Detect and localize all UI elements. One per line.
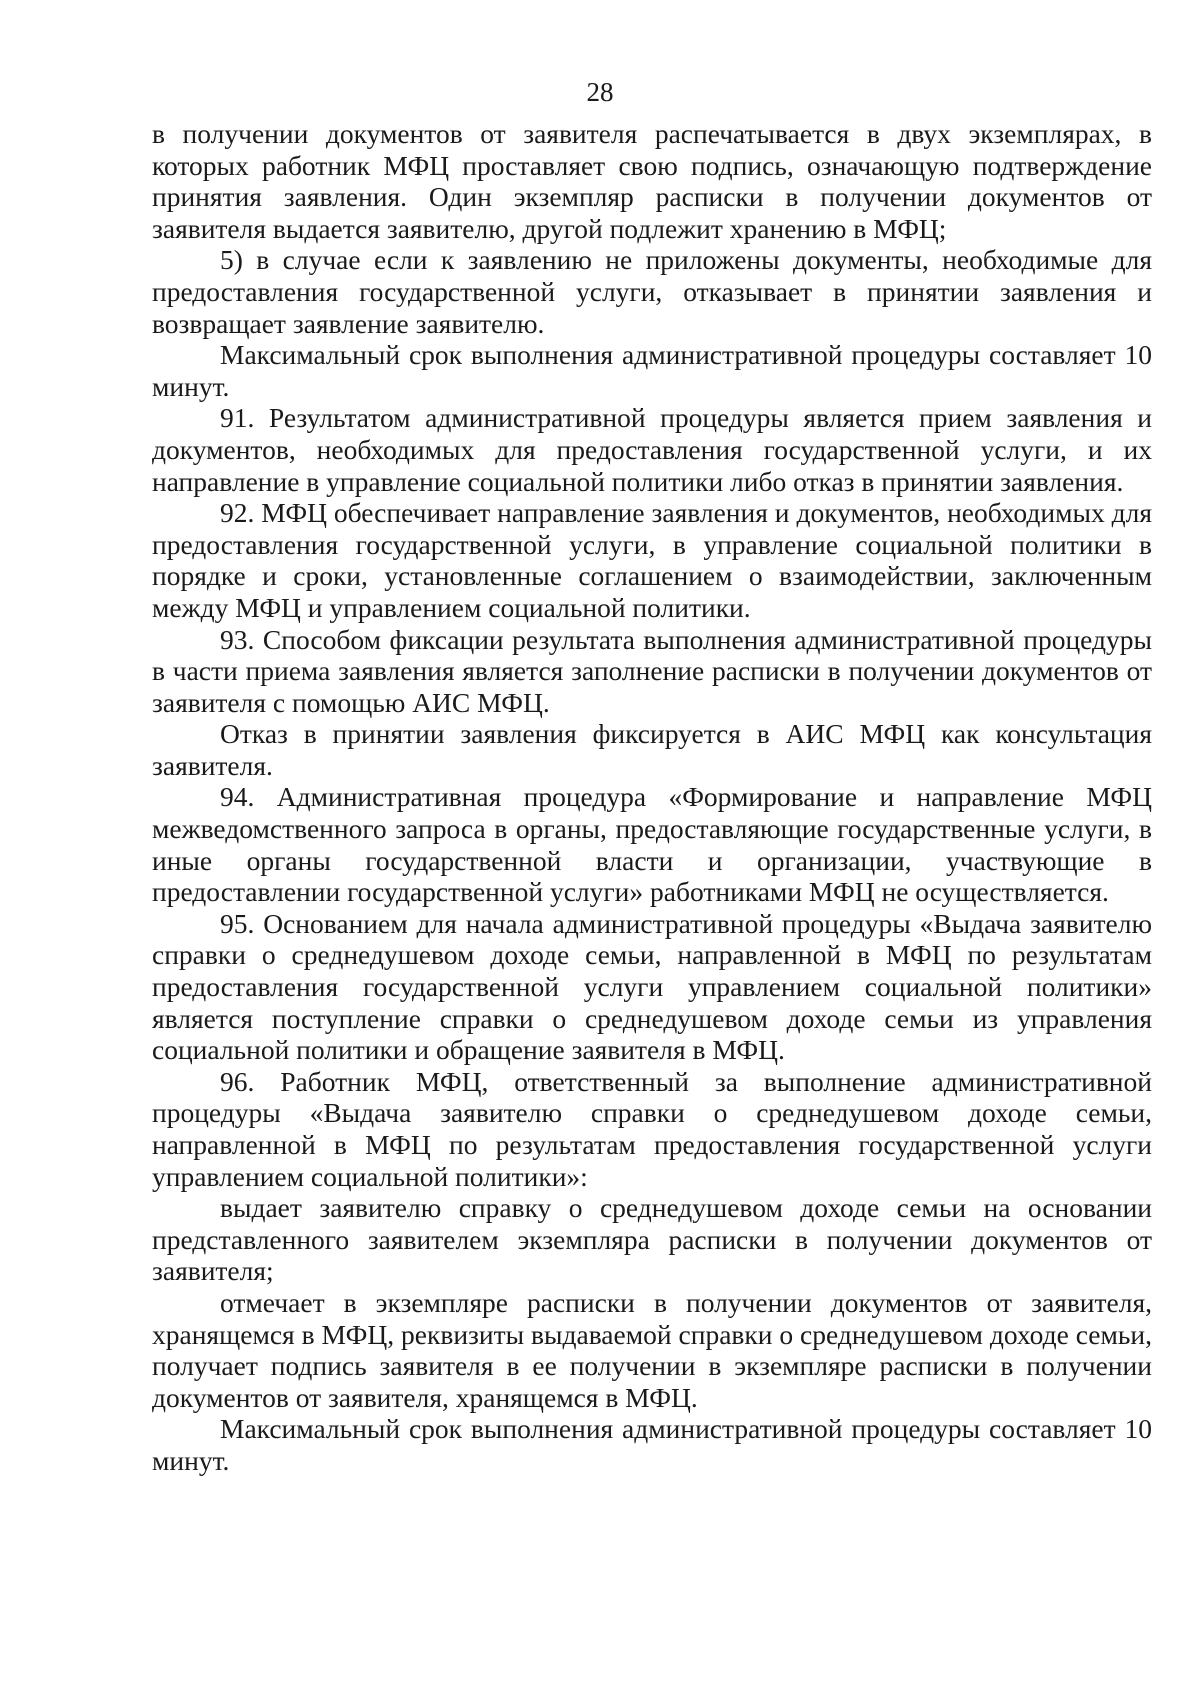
page-number: 28 [586, 77, 614, 107]
paragraph: Максимальный срок выполнения административной процедуры составляет 10 минут. [152, 1413, 1152, 1476]
paragraph: 91. Результатом административной процедуры является прием заявления и документов, необходимых для предоставления государственной услуги, и их направление в управление социальной политики либо отказ в принятии заявления. [152, 402, 1152, 497]
paragraph: 93. Способом фиксации результата выполнения административной процедуры в части приема заявления является заполнение расписки в получении документов от заявителя с помощью АИС МФЦ. [152, 623, 1152, 718]
document-body [152, 118, 1152, 1477]
paragraph: Максимальный срок выполнения административной процедуры составляет 10 минут. [152, 339, 1152, 402]
paragraph: 96. Работник МФЦ, ответственный за выполнение административной процедуры «Выдача заявителю справки о среднедушевом доходе семьи, направленной в МФЦ по результатам предоставления государственной услуги управлением социальной политики»: [152, 1065, 1152, 1192]
paragraph: отмечает в экземпляре расписки в получении документов от заявителя, хранящемся в МФЦ, реквизиты выдаваемой справки о среднедушевом доходе семьи, получает подпись заявителя в ее получении в экземпляре расписки в получении документов от заявителя, хранящемся в МФЦ. [152, 1286, 1152, 1413]
paragraph: 95. Основанием для начала административной процедуры «Выдача заявителю справки о среднедушевом доходе семьи, направленной в МФЦ по результатам предоставления государственной услуги управлением социальной политики» является поступление справки о среднедушевом доходе семьи из управления социальной политики и обращение заявителя в МФЦ. [152, 907, 1152, 1066]
paragraph: 94. Административная процедура «Формирование и направление МФЦ межведомственного запроса в органы, предоставляющие государственные услуги, в иные органы государственной власти и организации, участвующие в предоставлении государственной услуги» работниками МФЦ не осуществляется. [152, 781, 1152, 908]
paragraph: выдает заявителю справку о среднедушевом доходе семьи на основании представленного заявителем экземпляра расписки в получении документов от заявителя; [152, 1192, 1152, 1287]
paragraph: 92. МФЦ обеспечивает направление заявления и документов, необходимых для предоставления государственной услуги, в управление социальной политики в порядке и сроки, установленные соглашением о взаимодействии, заключенным между МФЦ и управлением социальной политики. [152, 497, 1152, 623]
paragraph: в получении документов от заявителя распечатывается в двух экземплярах, в которых работник МФЦ проставляет свою подпись, означающую подтверждение принятия заявления. Один экземпляр расписки в получении документов от заявителя выдается заявителю, другой подлежит хранению в МФЦ; [152, 118, 1152, 244]
paragraph: 5) в случае если к заявлению не приложены документы, необходимые для предоставления государственной услуги, отказывает в принятии заявления и возвращает заявление заявителю. [152, 244, 1152, 339]
paragraph: Отказ в принятии заявления фиксируется в АИС МФЦ как консультация заявителя. [152, 718, 1152, 781]
